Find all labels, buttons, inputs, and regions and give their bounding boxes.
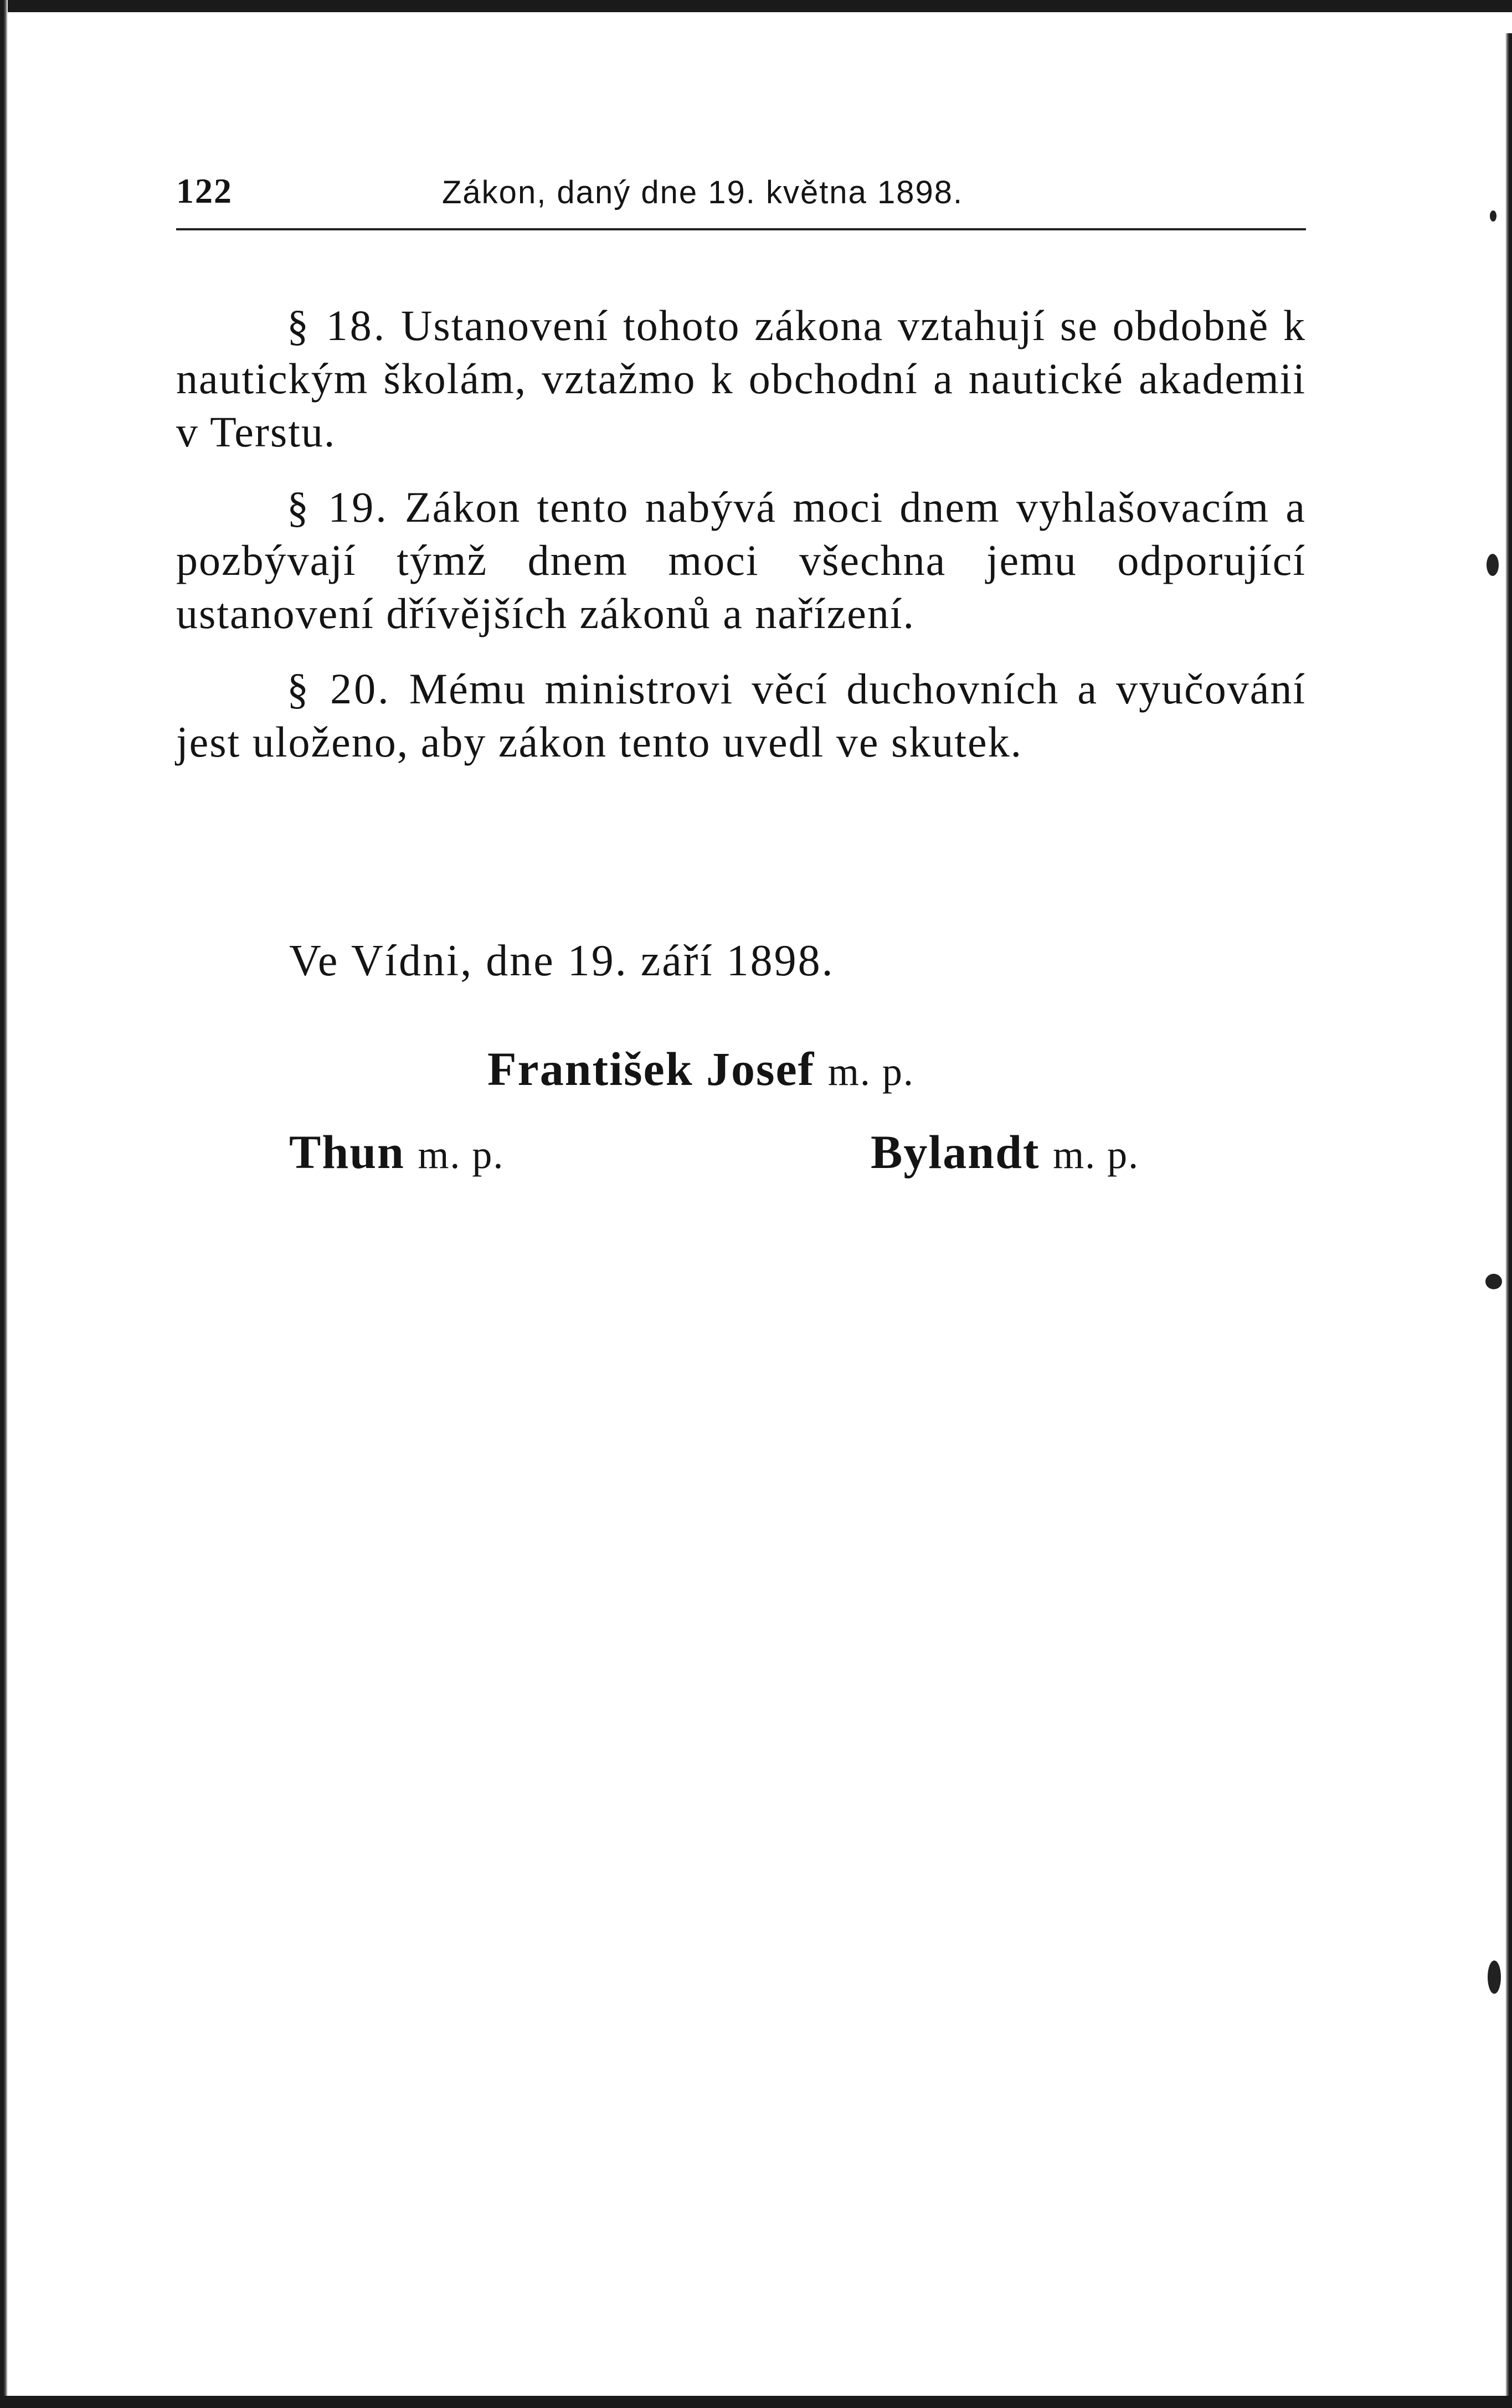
running-title: Zákon, daný dne 19. května 1898. [442,174,964,210]
scan-border-right [1505,33,1512,2408]
scan-speck [1485,1274,1502,1289]
signature-name: Bylandt [871,1125,1040,1179]
scan-speck [1490,210,1496,222]
scan-border-left [0,0,8,2408]
section-mark: § 19. [287,483,389,531]
signature-emperor [487,1041,914,1097]
signature-thun [289,1124,504,1180]
scan-border-top [0,0,1512,12]
paragraph-section-19 [176,481,1306,640]
signature-suffix: m. p. [827,1049,914,1094]
section-mark: § 18. [287,301,387,349]
signature-suffix: m. p. [1053,1133,1140,1177]
paragraph-section-18 [176,299,1306,459]
body-text [176,299,1306,791]
place-and-date: Ve Vídni, dne 19. září 1898. [289,937,835,985]
signature-suffix: m. p. [418,1133,505,1177]
header-rule [176,228,1306,230]
paragraph-text: Zákon tento nabývá moci dnem vyhlašovacím a pozbývají týmž dnem moci všechna jemu odporující ustanovení dřívějších zákonů a nařízení. [176,483,1307,637]
signature-bylandt [871,1124,1139,1180]
page-number: 122 [176,171,233,210]
paragraph-text: Mému ministrovi věcí duchovních a vyučování jest uloženo, aby zákon tento uvedl ve skutek. [176,665,1307,766]
scan-speck [1487,554,1499,576]
signature-name: František Josef [487,1042,815,1095]
scan-speck [1488,1961,1501,1994]
paragraph-text: Ustanovení tohoto zákona vztahují se obdobně k nautickým školám, vztažmo k obchodní a nautické akademii v Terstu. [176,301,1307,456]
section-mark: § 20. [287,665,391,713]
scan-border-bottom [0,2396,1512,2408]
running-head [176,166,1306,222]
signature-name: Thun [289,1125,405,1179]
paragraph-section-20 [176,662,1306,769]
